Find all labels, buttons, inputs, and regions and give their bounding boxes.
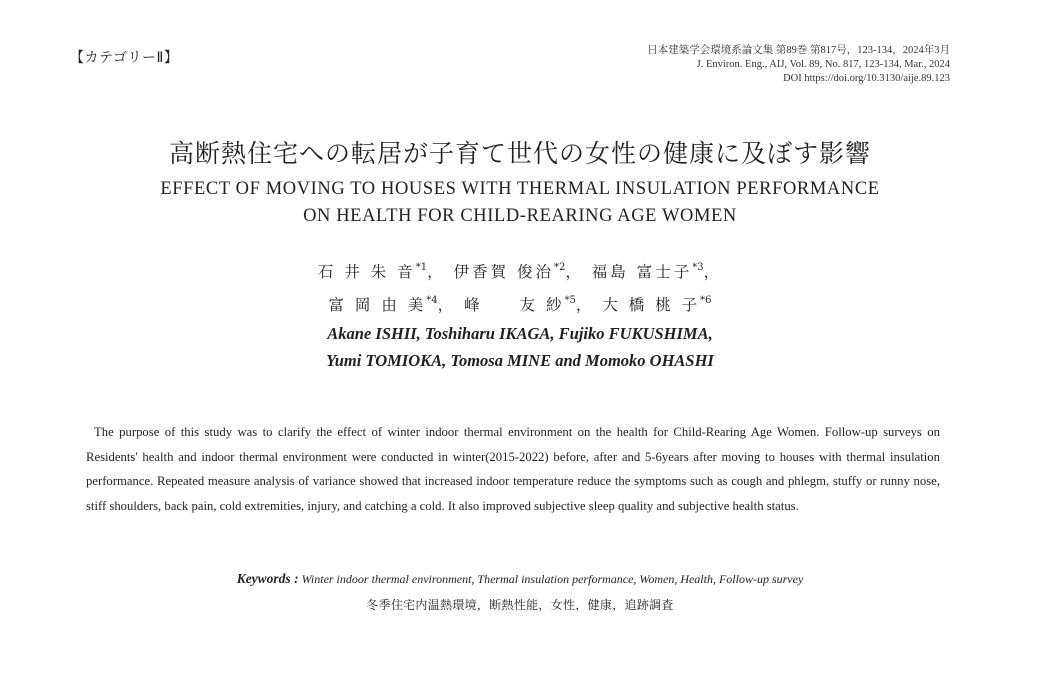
title-en-line1: EFFECT OF MOVING TO HOUSES WITH THERMAL INSULATION PERFORMANCE [160,179,880,199]
author-separator: ， [565,263,584,281]
author-mark: *4 [426,295,438,306]
authors-en-line1: Akane ISHII, Toshiharu IKAGA, Fujiko FUKUSHIMA, [327,324,713,343]
doi-link[interactable]: DOI https://doi.org/10.3130/aije.89.123 [783,73,950,84]
authors-ja-line1 [0,256,1040,289]
authors-en [0,320,1040,374]
author-separator: ， [437,296,457,314]
journal-citation [647,44,950,86]
category-label: 【カテゴリーⅡ】 [70,50,179,66]
authors-ja-line2 [0,289,1040,322]
keywords-label: Keywords : [236,571,299,586]
author-name: 福島 富士子 [591,263,693,281]
paper-title-en [0,176,1040,230]
keywords-en [0,571,1040,587]
author-separator: ， [575,296,595,314]
author-name: 大 橋 桃 子 [602,296,701,314]
author-separator: ， [427,263,446,281]
author-mark: *3 [692,262,704,273]
keywords-list: Winter indoor thermal environment, Thermal insulation performance, Women, Health, Follow-up survey [301,572,804,586]
author-mark: *6 [700,295,712,306]
abstract: The purpose of this study was to clarify the effect of winter indoor thermal environment on the health for Child-Rearing Age Women. Follow-up surveys on Residents' health and indoor thermal environment were conducted in winter(2015-2022) before, after and 5-6years after moving to houses with thermal insulation performance. Repeated measure analysis of variance showed that increased indoor temperature reduce the symptoms such as cough and phlegm, stuffy or runny nose, stiff shoulders, back pain, cold extremities, injury, and catching a cold. It also improved subjective sleep quality and subjective health status. [86,425,940,513]
author-mark: *1 [415,262,428,273]
author-name: 伊香賀 俊治 [453,263,554,281]
title-en-line2: ON HEALTH FOR CHILD-REARING AGE WOMEN [303,206,737,226]
author-name: 峰 友 紗 [464,296,565,314]
journal-line-ja: 日本建築学会環境系論文集 第89巻 第817号，123-134，2024年3月 [647,45,950,56]
keywords-ja: 冬季住宅内温熱環境，断熱性能，女性，健康，追跡調査 [366,598,674,612]
author-mark: *5 [564,295,576,306]
authors-en-line2: Yumi TOMIOKA, Tomosa MINE and Momoko OHASHI [326,351,714,370]
author-mark: *2 [553,262,566,273]
journal-line-en: J. Environ. Eng., AIJ, Vol. 89, No. 817, 123-134, Mar., 2024 [696,59,950,70]
paper-title-ja: 高断熱住宅への転居が子育て世代の女性の健康に及ぼす影響 [168,139,871,168]
author-name: 石 井 朱 音 [317,263,416,281]
author-separator: ， [703,263,723,281]
authors-ja [0,256,1040,322]
author-name: 富 岡 由 美 [328,296,427,314]
